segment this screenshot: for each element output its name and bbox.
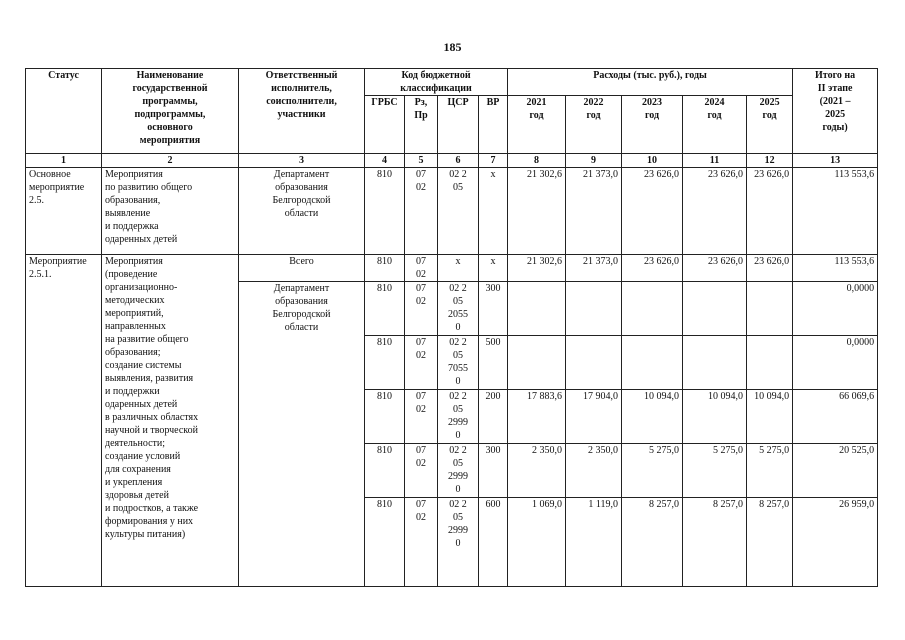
- cell-total: 113 553,6: [793, 255, 878, 282]
- cell-total: 0,0000: [793, 282, 878, 336]
- cell-2023: 5 275,0: [622, 444, 683, 498]
- cell-csr: х: [438, 255, 479, 282]
- cell-2025: 23 626,0: [747, 255, 793, 282]
- cell-vr: х: [479, 255, 508, 282]
- cell-2022: 1 119,0: [566, 498, 622, 587]
- table-row-main-event: [26, 168, 878, 255]
- cell-name: Мероприятия по развитию общего образования, выявление и поддержка одаренных детей: [102, 168, 239, 255]
- header-total: Итого на II этапе (2021 – 2025 годы): [793, 69, 878, 154]
- column-number: 10: [622, 154, 683, 168]
- table-row-subevent-total: [26, 255, 878, 282]
- cell-status: Мероприятие 2.5.1.: [26, 255, 102, 587]
- column-number: 6: [438, 154, 479, 168]
- cell-vr: 200: [479, 390, 508, 444]
- cell-2025: 5 275,0: [747, 444, 793, 498]
- cell-2022: [566, 282, 622, 336]
- cell-total: 26 959,0: [793, 498, 878, 587]
- header-2023: 2023 год: [622, 96, 683, 154]
- cell-2024: 23 626,0: [683, 255, 747, 282]
- cell-2024: 5 275,0: [683, 444, 747, 498]
- cell-total: 0,0000: [793, 336, 878, 390]
- cell-2023: [622, 282, 683, 336]
- cell-vr: 300: [479, 282, 508, 336]
- cell-grbs: 810: [365, 336, 405, 390]
- budget-table: [25, 68, 878, 587]
- cell-vr: 500: [479, 336, 508, 390]
- cell-total: 113 553,6: [793, 168, 878, 255]
- cell-2025: [747, 336, 793, 390]
- cell-rzpr: 07 02: [405, 282, 438, 336]
- cell-2022: 2 350,0: [566, 444, 622, 498]
- cell-2021: [508, 282, 566, 336]
- cell-status: Основное мероприятие 2.5.: [26, 168, 102, 255]
- cell-total: 20 525,0: [793, 444, 878, 498]
- cell-csr: 02 2 05: [438, 168, 479, 255]
- cell-2021: 17 883,6: [508, 390, 566, 444]
- header-expenses: Расходы (тыс. руб.), годы: [508, 69, 793, 96]
- header-2024: 2024 год: [683, 96, 747, 154]
- cell-2024: [683, 336, 747, 390]
- column-number: 2: [102, 154, 239, 168]
- cell-grbs: 810: [365, 444, 405, 498]
- cell-2024: 10 094,0: [683, 390, 747, 444]
- cell-csr: 02 2 05 2999 0: [438, 390, 479, 444]
- header-2022: 2022 год: [566, 96, 622, 154]
- cell-grbs: 810: [365, 255, 405, 282]
- page-number: 185: [443, 40, 462, 54]
- header-responsible: Ответственный исполнитель, соисполнители, участники: [239, 69, 365, 154]
- cell-vr: 600: [479, 498, 508, 587]
- header-name: Наименование государственной программы, подпрограммы, основного мероприятия: [102, 69, 239, 154]
- cell-rzpr: 07 02: [405, 444, 438, 498]
- header-status: Статус: [26, 69, 102, 154]
- column-number: 12: [747, 154, 793, 168]
- cell-2025: 23 626,0: [747, 168, 793, 255]
- cell-2025: 8 257,0: [747, 498, 793, 587]
- cell-responsible: Всего: [239, 255, 365, 282]
- column-number: 1: [26, 154, 102, 168]
- cell-grbs: 810: [365, 282, 405, 336]
- column-number-row: [26, 154, 878, 168]
- header-grbs: ГРБС: [365, 96, 405, 154]
- cell-2021: 21 302,6: [508, 255, 566, 282]
- header-budget-code: Код бюджетной классификации: [365, 69, 508, 96]
- cell-2023: 8 257,0: [622, 498, 683, 587]
- cell-name: Мероприятия (проведение организационно- методических мероприятий, направленных на развитие общего образования; создание системы выявления, развития и поддержки одаренных детей в различных областях научной и творческой деятельности; создание условий для сохранения и укрепления здоровья детей и подростков, а также формирования у них культуры питания): [102, 255, 239, 587]
- cell-responsible: Департамент образования Белгородской области: [239, 168, 365, 255]
- cell-csr: 02 2 05 2055 0: [438, 282, 479, 336]
- cell-rzpr: 07 02: [405, 255, 438, 282]
- cell-2025: [747, 282, 793, 336]
- column-number: 11: [683, 154, 747, 168]
- cell-vr: 300: [479, 444, 508, 498]
- cell-2024: [683, 282, 747, 336]
- cell-grbs: 810: [365, 498, 405, 587]
- cell-rzpr: 07 02: [405, 168, 438, 255]
- header-2025: 2025 год: [747, 96, 793, 154]
- cell-vr: х: [479, 168, 508, 255]
- column-number: 7: [479, 154, 508, 168]
- cell-csr: 02 2 05 7055 0: [438, 336, 479, 390]
- header-row: [26, 69, 878, 96]
- cell-grbs: 810: [365, 168, 405, 255]
- cell-csr: 02 2 05 2999 0: [438, 498, 479, 587]
- header-2021: 2021 год: [508, 96, 566, 154]
- cell-2023: [622, 336, 683, 390]
- column-number: 9: [566, 154, 622, 168]
- cell-2021: 1 069,0: [508, 498, 566, 587]
- cell-2022: 17 904,0: [566, 390, 622, 444]
- cell-2022: 21 373,0: [566, 168, 622, 255]
- cell-rzpr: 07 02: [405, 390, 438, 444]
- header-vr: ВР: [479, 96, 508, 154]
- header-rzpr: Рз, Пр: [405, 96, 438, 154]
- cell-2022: [566, 336, 622, 390]
- cell-responsible: Департамент образования Белгородской области: [239, 282, 365, 587]
- cell-2023: 10 094,0: [622, 390, 683, 444]
- cell-rzpr: 07 02: [405, 336, 438, 390]
- cell-2023: 23 626,0: [622, 168, 683, 255]
- cell-grbs: 810: [365, 390, 405, 444]
- column-number: 13: [793, 154, 878, 168]
- column-number: 5: [405, 154, 438, 168]
- cell-2021: 2 350,0: [508, 444, 566, 498]
- cell-total: 66 069,6: [793, 390, 878, 444]
- header-csr: ЦСР: [438, 96, 479, 154]
- column-number: 8: [508, 154, 566, 168]
- cell-2022: 21 373,0: [566, 255, 622, 282]
- cell-2021: [508, 336, 566, 390]
- cell-2021: 21 302,6: [508, 168, 566, 255]
- cell-2025: 10 094,0: [747, 390, 793, 444]
- column-number: 4: [365, 154, 405, 168]
- cell-2024: 8 257,0: [683, 498, 747, 587]
- cell-rzpr: 07 02: [405, 498, 438, 587]
- cell-2024: 23 626,0: [683, 168, 747, 255]
- cell-csr: 02 2 05 2999 0: [438, 444, 479, 498]
- cell-2023: 23 626,0: [622, 255, 683, 282]
- column-number: 3: [239, 154, 365, 168]
